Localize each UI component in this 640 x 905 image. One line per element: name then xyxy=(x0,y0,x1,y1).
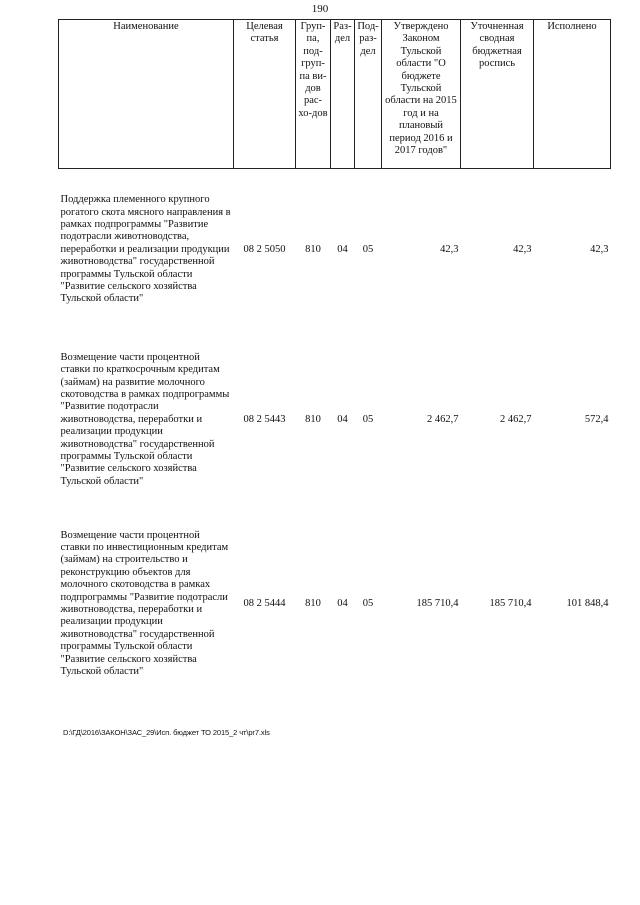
row-group: 810 xyxy=(305,413,321,425)
row-approved: 2 462,7 xyxy=(427,413,459,425)
header-revised: Уточненная сводная бюджетная роспись xyxy=(461,20,534,169)
row-name: Возмещение части процентной ставки по инвестиционным кредитам (займам) на строительство и реконструкцию объектов для молочного скотоводства в рамках подпрограммы "Развитие подотрасли животноводства, переработки и реализации продукции животноводства" государственной программы Тульской области "Развитие сельского хозяйства Тульской области" xyxy=(60,529,229,678)
row-code: 08 2 5443 xyxy=(243,413,286,425)
row-section: 04 xyxy=(337,243,348,255)
row-approved: 42,3 xyxy=(440,243,459,255)
table-row xyxy=(59,509,611,699)
row-code: 08 2 5050 xyxy=(243,243,286,255)
row-section: 04 xyxy=(337,597,348,609)
header-subsection: Под-раз-дел xyxy=(355,20,382,169)
header-executed: Исполнено xyxy=(534,20,611,169)
row-approved: 185 710,4 xyxy=(416,597,459,609)
table-row xyxy=(59,169,611,332)
page-number: 190 xyxy=(311,3,329,15)
table-header-row xyxy=(59,20,611,169)
row-revised: 42,3 xyxy=(513,243,532,255)
row-executed: 572,4 xyxy=(584,413,609,425)
header-name: Наименование xyxy=(59,20,234,169)
row-subsection: 05 xyxy=(362,243,374,255)
row-executed: 101 848,4 xyxy=(566,597,609,609)
table-row xyxy=(59,331,611,509)
budget-table xyxy=(58,19,611,699)
header-group: Груп-па, под-груп-па ви-дов рас-хо-дов xyxy=(296,20,331,169)
row-revised: 185 710,4 xyxy=(489,597,532,609)
row-subsection: 05 xyxy=(362,597,374,609)
row-subsection: 05 xyxy=(362,413,374,425)
row-code: 08 2 5444 xyxy=(243,597,286,609)
row-section: 04 xyxy=(337,413,348,425)
row-revised: 2 462,7 xyxy=(500,413,532,425)
row-group: 810 xyxy=(305,243,321,255)
row-name: Возмещение части процентной ставки по краткосрочным кредитам (займам) на развитие молочного скотоводства в рамках подпрограммы "Развитие подотрасли животноводства, переработки и реализации продукции животноводства" государственной программы Тульской области "Развитие сельского хозяйства Тульской области" xyxy=(60,351,230,487)
header-target: Целевая статья xyxy=(234,20,296,169)
row-name: Поддержка племенного крупного рогатого скота мясного направления в рамках подпрограммы "Развитие подотрасли животноводства, переработки и реализации продукции животноводства" государственной программы Тульской области "Развитие сельского хозяйства Тульской области" xyxy=(60,194,231,305)
row-executed: 42,3 xyxy=(590,243,609,255)
header-section: Раз-дел xyxy=(331,20,355,169)
row-group: 810 xyxy=(305,597,321,609)
footer-file-path: D:\ГД\2016\ЗАКОН\ЗАС_29\Исп. бюджет ТО 2015_2 чт\pr7.xls xyxy=(63,728,270,737)
header-approved: Утверждено Законом Тульской области "О бюджете Тульской области на 2015 год и на плановый период 2016 и 2017 годов" xyxy=(382,20,461,169)
